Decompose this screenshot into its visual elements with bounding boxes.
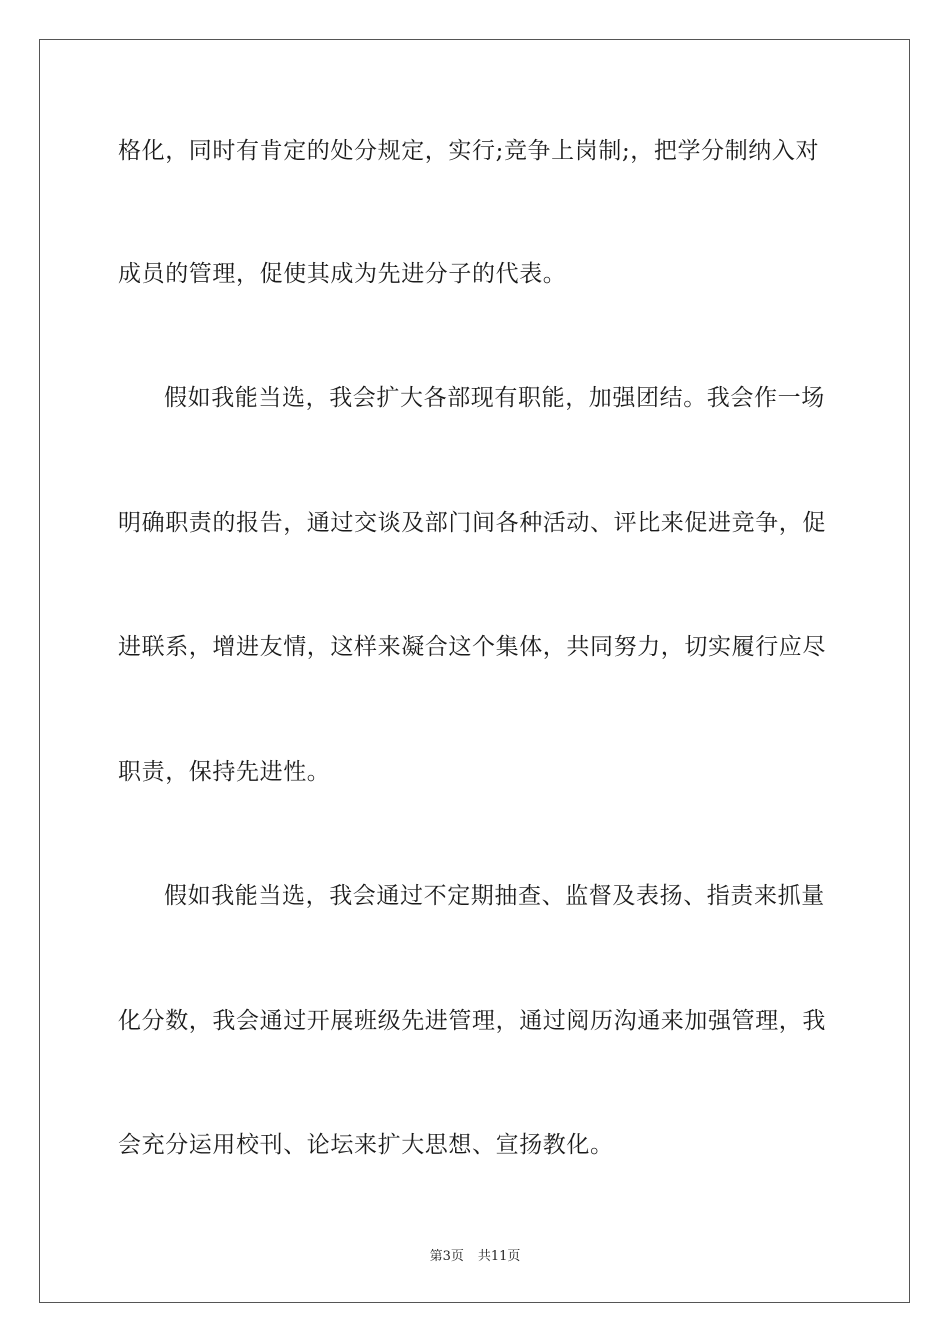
body-text-line: 进联系，增进友情，这样来凝合这个集体，共同努力，切实履行应尽 [118, 634, 826, 660]
paragraph-start-line: 假如我能当选，我会通过不定期抽查、监督及表扬、指责来抓量 [164, 883, 825, 909]
body-text-line: 职责，保持先进性。 [118, 759, 331, 785]
page-footer [0, 1248, 950, 1266]
body-text-line: 格化，同时有肯定的处分规定，实行;竞争上岗制;，把学分制纳入对 [118, 138, 820, 164]
paragraph-start-line: 假如我能当选，我会扩大各部现有职能，加强团结。我会作一场 [164, 385, 825, 411]
page-number: 第3页 [429, 1249, 464, 1264]
body-text-line: 会充分运用校刊、论坛来扩大思想、宣扬教化。 [118, 1132, 614, 1158]
page-border [39, 39, 910, 1303]
body-text-line: 化分数，我会通过开展班级先进管理，通过阅历沟通来加强管理，我 [118, 1008, 826, 1034]
body-text-line: 明确职责的报告，通过交谈及部门间各种活动、评比来促进竞争，促 [118, 510, 826, 536]
page-total: 共11页 [477, 1249, 521, 1264]
body-text-line: 成员的管理，促使其成为先进分子的代表。 [118, 261, 567, 287]
